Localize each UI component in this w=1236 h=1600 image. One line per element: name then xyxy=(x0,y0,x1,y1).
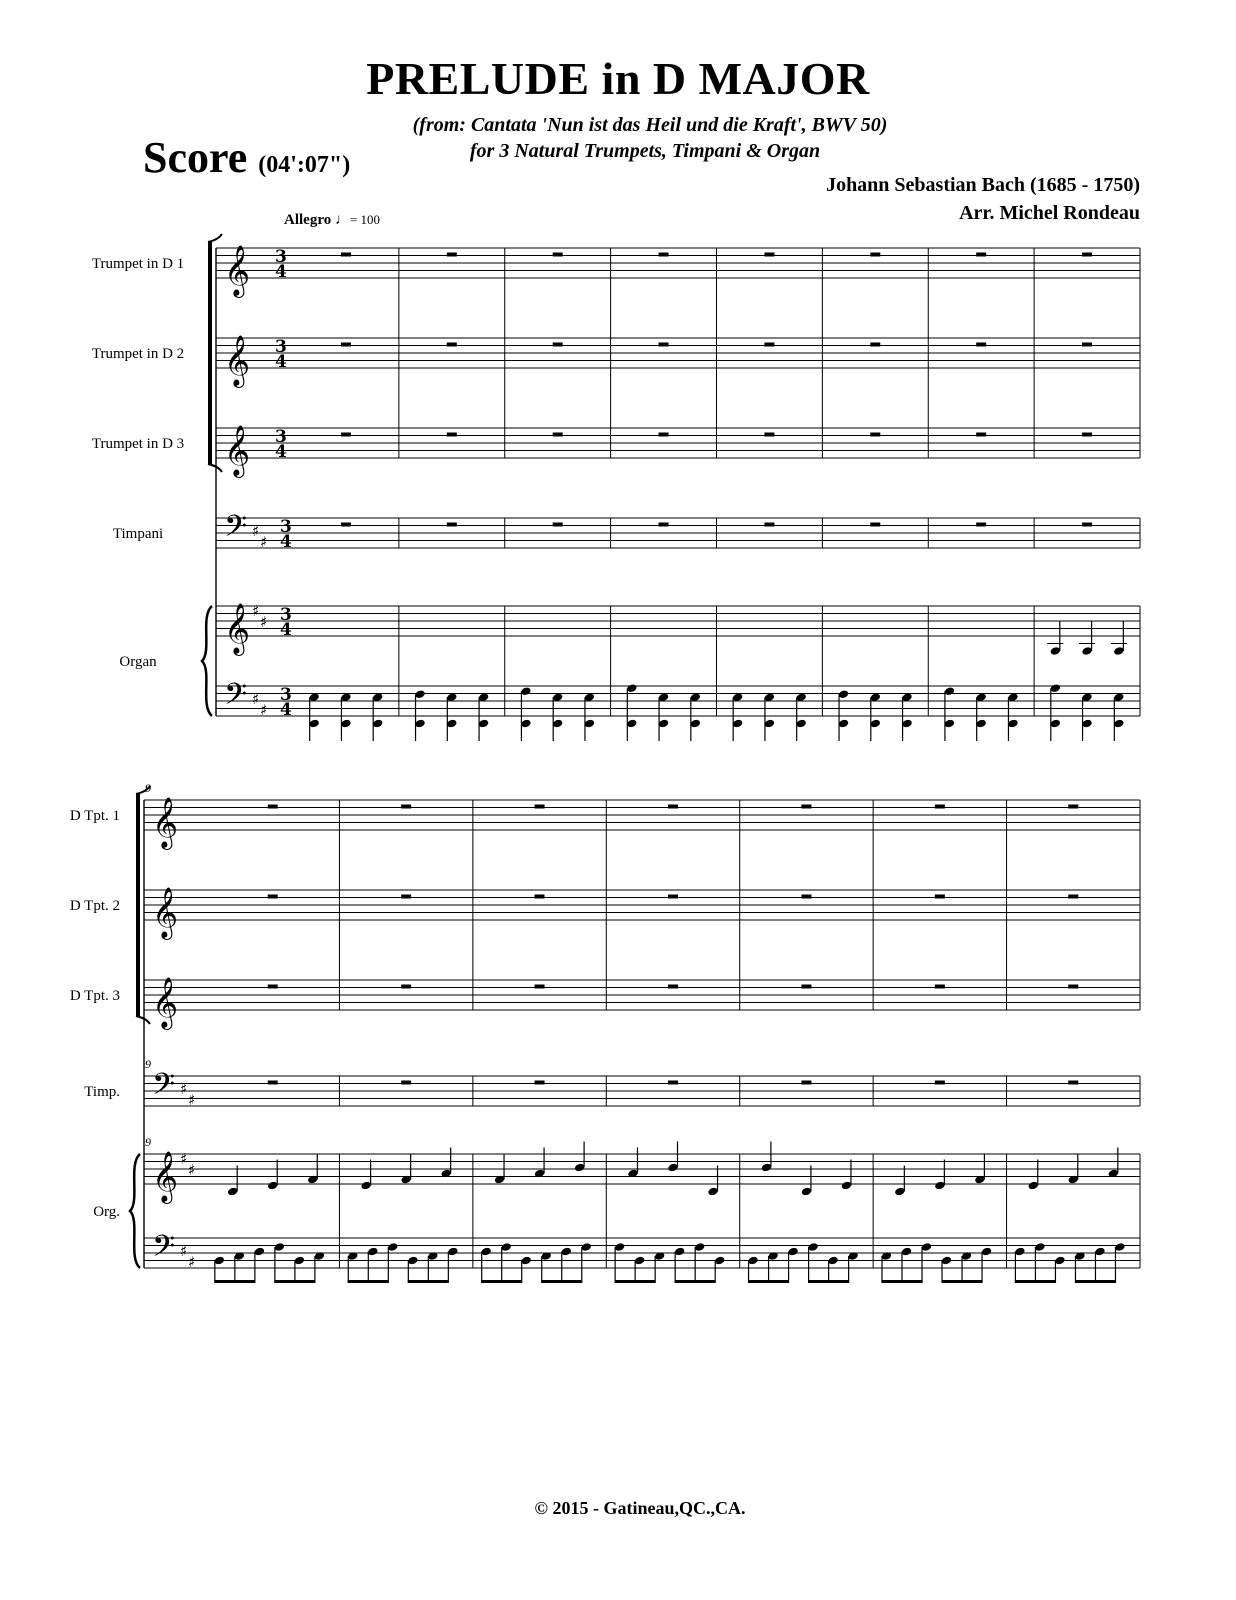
whole-rest xyxy=(553,523,563,527)
time-signature-bottom: 4 xyxy=(280,620,292,640)
whole-rest xyxy=(447,433,457,437)
staff-label: Trumpet in D 3 xyxy=(91,436,185,452)
note-beam xyxy=(214,1280,254,1283)
score-label-text: Score xyxy=(143,133,248,182)
whole-rest xyxy=(553,433,563,437)
whole-rest xyxy=(764,433,774,437)
key-sharp: ♯ xyxy=(188,1161,196,1179)
time-signature-top: 3 xyxy=(280,517,292,537)
score-subtitle: (from: Cantata 'Nun ist das Heil und die Kraft', BWV 50) xyxy=(412,114,888,136)
bass-clef: 𝄢 xyxy=(224,678,248,719)
whole-rest xyxy=(764,343,774,347)
whole-rest xyxy=(341,433,351,437)
whole-rest xyxy=(268,1081,278,1085)
organ-brace xyxy=(202,606,212,716)
whole-rest xyxy=(1068,985,1078,989)
whole-rest xyxy=(801,1081,811,1085)
whole-rest xyxy=(1082,253,1092,257)
treble-clef: 𝄞 xyxy=(152,887,179,938)
whole-rest xyxy=(935,1081,945,1085)
whole-rest xyxy=(401,1081,411,1085)
staff-4 xyxy=(144,1154,1140,1184)
time-signature-bottom: 4 xyxy=(275,442,287,462)
time-signature-bottom: 4 xyxy=(275,262,287,282)
whole-rest xyxy=(535,895,545,899)
copyright-footer: © 2015 - Gatineau,QC.,CA. xyxy=(534,1498,746,1518)
whole-rest xyxy=(801,985,811,989)
treble-clef: 𝄞 xyxy=(152,977,179,1028)
staff-4 xyxy=(216,606,1140,636)
key-sharp: ♯ xyxy=(252,690,260,708)
whole-rest xyxy=(1068,805,1078,809)
key-sharp: ♯ xyxy=(252,522,260,540)
whole-rest xyxy=(401,985,411,989)
whole-rest xyxy=(668,985,678,989)
time-signature-top: 3 xyxy=(280,685,292,705)
bracket-hook xyxy=(136,1016,150,1024)
whole-rest xyxy=(801,805,811,809)
tempo-text: Allegro xyxy=(284,212,332,228)
whole-rest xyxy=(535,1081,545,1085)
note-beam xyxy=(748,1280,788,1283)
whole-rest xyxy=(401,895,411,899)
note-beam xyxy=(615,1280,655,1283)
staff-label: D Tpt. 3 xyxy=(69,988,120,1004)
tempo-bpm: = 100 xyxy=(349,212,381,227)
key-sharp: ♯ xyxy=(180,1150,188,1168)
time-signature-top: 3 xyxy=(275,337,287,357)
whole-rest xyxy=(976,433,986,437)
key-sharp: ♯ xyxy=(180,1242,188,1260)
whole-rest xyxy=(268,985,278,989)
treble-clef: 𝄞 xyxy=(224,425,251,476)
whole-rest xyxy=(1068,895,1078,899)
whole-rest xyxy=(341,343,351,347)
staff-0 xyxy=(144,800,1140,830)
key-sharp: ♯ xyxy=(188,1091,196,1109)
whole-rest xyxy=(935,985,945,989)
whole-rest xyxy=(659,343,669,347)
note-beam xyxy=(541,1280,581,1283)
whole-rest xyxy=(447,343,457,347)
whole-rest xyxy=(553,343,563,347)
whole-rest xyxy=(401,805,411,809)
quarter-note-icon: ♩ xyxy=(334,212,350,228)
staff-label: D Tpt. 2 xyxy=(69,898,120,914)
staff-5 xyxy=(216,686,1140,716)
treble-clef: 𝄞 xyxy=(224,245,251,296)
treble-clef: 𝄞 xyxy=(224,603,251,654)
whole-rest xyxy=(935,895,945,899)
key-sharp: ♯ xyxy=(180,1080,188,1098)
organ-brace xyxy=(130,1154,140,1268)
note-beam xyxy=(274,1280,314,1283)
staff-3 xyxy=(216,518,1140,548)
measure-number: 9 xyxy=(145,1135,151,1149)
bass-clef: 𝄢 xyxy=(152,1230,176,1271)
key-sharp: ♯ xyxy=(260,533,268,551)
key-sharp: ♯ xyxy=(188,1253,196,1271)
whole-rest xyxy=(659,523,669,527)
whole-rest xyxy=(668,895,678,899)
whole-rest xyxy=(1068,1081,1078,1085)
whole-rest xyxy=(764,523,774,527)
note-beam xyxy=(481,1280,521,1283)
whole-rest xyxy=(535,985,545,989)
time-signature-top: 3 xyxy=(275,247,287,267)
whole-rest xyxy=(1082,343,1092,347)
time-signature-bottom: 4 xyxy=(280,532,292,552)
whole-rest xyxy=(659,253,669,257)
whole-rest xyxy=(341,523,351,527)
note-beam xyxy=(408,1280,448,1283)
note-beam xyxy=(808,1280,848,1283)
bass-clef: 𝄢 xyxy=(224,510,248,551)
note-beam xyxy=(1015,1280,1055,1283)
staff-0 xyxy=(216,248,1140,278)
staff-2 xyxy=(216,428,1140,458)
time-signature-top: 3 xyxy=(275,427,287,447)
note-beam xyxy=(675,1280,715,1283)
staff-3 xyxy=(144,1076,1140,1106)
whole-rest xyxy=(764,253,774,257)
whole-rest xyxy=(870,253,880,257)
staff-5 xyxy=(144,1238,1140,1268)
note-beam xyxy=(881,1280,921,1283)
treble-clef: 𝄞 xyxy=(152,1151,179,1202)
arranger: Arr. Michel Rondeau xyxy=(959,202,1140,224)
measure-number: 9 xyxy=(145,781,151,795)
staff-label: Org. xyxy=(93,1204,120,1220)
note-beam xyxy=(348,1280,388,1283)
staff-1 xyxy=(216,338,1140,368)
score-title: PRELUDE in D MAJOR xyxy=(366,53,870,104)
staff-label: Trumpet in D 2 xyxy=(91,346,185,362)
treble-clef: 𝄞 xyxy=(224,335,251,386)
whole-rest xyxy=(870,433,880,437)
whole-rest xyxy=(935,805,945,809)
whole-rest xyxy=(870,343,880,347)
staff-label: Timpani xyxy=(112,526,164,542)
trumpet-bracket xyxy=(208,242,212,464)
whole-rest xyxy=(976,523,986,527)
staff-2 xyxy=(144,980,1140,1010)
staff-1 xyxy=(144,890,1140,920)
whole-rest xyxy=(1082,523,1092,527)
bracket-hook xyxy=(208,234,222,242)
whole-rest xyxy=(1082,433,1092,437)
time-signature-top: 3 xyxy=(280,605,292,625)
composer: Johann Sebastian Bach (1685 - 1750) xyxy=(826,174,1140,196)
staff-label: D Tpt. 1 xyxy=(69,808,120,824)
key-sharp: ♯ xyxy=(260,701,268,719)
whole-rest xyxy=(447,523,457,527)
trumpet-bracket xyxy=(136,794,140,1016)
whole-rest xyxy=(801,895,811,899)
whole-rest xyxy=(976,343,986,347)
staff-label: Timp. xyxy=(84,1084,120,1100)
time-signature-bottom: 4 xyxy=(280,700,292,720)
whole-rest xyxy=(268,805,278,809)
time-signature-bottom: 4 xyxy=(275,352,287,372)
whole-rest xyxy=(268,895,278,899)
note-beam xyxy=(942,1280,982,1283)
whole-rest xyxy=(668,805,678,809)
staff-label: Organ xyxy=(119,654,157,670)
whole-rest xyxy=(870,523,880,527)
instrumentation: for 3 Natural Trumpets, Timpani & Organ xyxy=(469,140,821,162)
whole-rest xyxy=(535,805,545,809)
whole-rest xyxy=(668,1081,678,1085)
key-sharp: ♯ xyxy=(260,613,268,631)
bass-clef: 𝄢 xyxy=(152,1068,176,1109)
treble-clef: 𝄞 xyxy=(152,797,179,848)
score-duration: (04':07") xyxy=(258,152,351,178)
whole-rest xyxy=(447,253,457,257)
bracket-hook xyxy=(208,464,222,472)
note-beam xyxy=(1075,1280,1115,1283)
whole-rest xyxy=(976,253,986,257)
staff-label: Trumpet in D 1 xyxy=(91,256,185,272)
whole-rest xyxy=(553,253,563,257)
whole-rest xyxy=(659,433,669,437)
key-sharp: ♯ xyxy=(252,602,260,620)
whole-rest xyxy=(341,253,351,257)
measure-number: 9 xyxy=(145,1057,151,1071)
